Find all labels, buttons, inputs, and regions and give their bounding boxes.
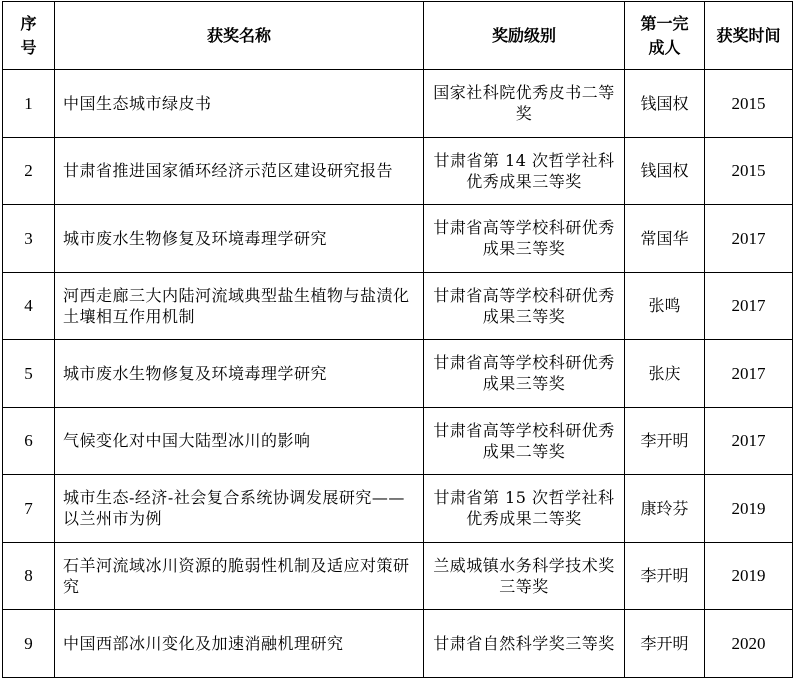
cell-first-person: 常国华 (625, 205, 705, 273)
cell-seq: 6 (3, 407, 55, 475)
cell-year: 2019 (705, 475, 793, 543)
cell-year: 2019 (705, 542, 793, 610)
cell-award-level: 甘肃省高等学校科研优秀成果三等奖 (424, 340, 625, 408)
header-row (3, 2, 793, 70)
cell-year: 2017 (705, 205, 793, 273)
cell-first-person: 李开明 (625, 542, 705, 610)
table-row (3, 340, 793, 408)
cell-award-level: 甘肃省高等学校科研优秀成果二等奖 (424, 407, 625, 475)
table-row (3, 272, 793, 340)
table-header (3, 2, 793, 70)
cell-award-level: 国家社科院优秀皮书二等奖 (424, 70, 625, 138)
cell-seq: 2 (3, 137, 55, 205)
cell-seq: 3 (3, 205, 55, 273)
cell-first-person: 钱国权 (625, 70, 705, 138)
header-level: 奖励级别 (424, 2, 625, 70)
cell-award-name: 中国生态城市绿皮书 (55, 70, 424, 138)
cell-first-person: 张鸣 (625, 272, 705, 340)
cell-year: 2020 (705, 610, 793, 678)
cell-seq: 1 (3, 70, 55, 138)
cell-award-name: 甘肃省推进国家循环经济示范区建设研究报告 (55, 137, 424, 205)
header-person: 第一完成人 (625, 2, 705, 70)
cell-first-person: 李开明 (625, 407, 705, 475)
cell-award-name: 城市生态-经济-社会复合系统协调发展研究——以兰州市为例 (55, 475, 424, 543)
cell-award-level: 甘肃省高等学校科研优秀成果三等奖 (424, 272, 625, 340)
cell-first-person: 康玲芬 (625, 475, 705, 543)
cell-year: 2017 (705, 340, 793, 408)
header-name: 获奖名称 (55, 2, 424, 70)
table-row (3, 205, 793, 273)
cell-award-level: 甘肃省第 14 次哲学社科优秀成果三等奖 (424, 137, 625, 205)
table-row (3, 610, 793, 678)
cell-seq: 5 (3, 340, 55, 408)
table-row (3, 542, 793, 610)
header-time: 获奖时间 (705, 2, 793, 70)
awards-table (2, 1, 793, 678)
cell-award-name: 气候变化对中国大陆型冰川的影响 (55, 407, 424, 475)
cell-year: 2017 (705, 272, 793, 340)
table-row (3, 70, 793, 138)
cell-year: 2017 (705, 407, 793, 475)
cell-award-name: 城市废水生物修复及环境毒理学研究 (55, 205, 424, 273)
cell-seq: 8 (3, 542, 55, 610)
cell-first-person: 李开明 (625, 610, 705, 678)
cell-year: 2015 (705, 70, 793, 138)
cell-award-level: 兰威城镇水务科学技术奖三等奖 (424, 542, 625, 610)
cell-seq: 9 (3, 610, 55, 678)
table-row (3, 137, 793, 205)
cell-award-level: 甘肃省第 15 次哲学社科优秀成果二等奖 (424, 475, 625, 543)
cell-award-name: 中国西部冰川变化及加速消融机理研究 (55, 610, 424, 678)
table-body (3, 70, 793, 678)
table-row (3, 475, 793, 543)
cell-award-level: 甘肃省自然科学奖三等奖 (424, 610, 625, 678)
cell-award-name: 石羊河流域冰川资源的脆弱性机制及适应对策研究 (55, 542, 424, 610)
cell-award-level: 甘肃省高等学校科研优秀成果三等奖 (424, 205, 625, 273)
cell-award-name: 河西走廊三大内陆河流域典型盐生植物与盐渍化土壤相互作用机制 (55, 272, 424, 340)
cell-year: 2015 (705, 137, 793, 205)
header-seq: 序号 (3, 2, 55, 70)
cell-seq: 7 (3, 475, 55, 543)
cell-first-person: 张庆 (625, 340, 705, 408)
table-row (3, 407, 793, 475)
cell-seq: 4 (3, 272, 55, 340)
cell-award-name: 城市废水生物修复及环境毒理学研究 (55, 340, 424, 408)
cell-first-person: 钱国权 (625, 137, 705, 205)
